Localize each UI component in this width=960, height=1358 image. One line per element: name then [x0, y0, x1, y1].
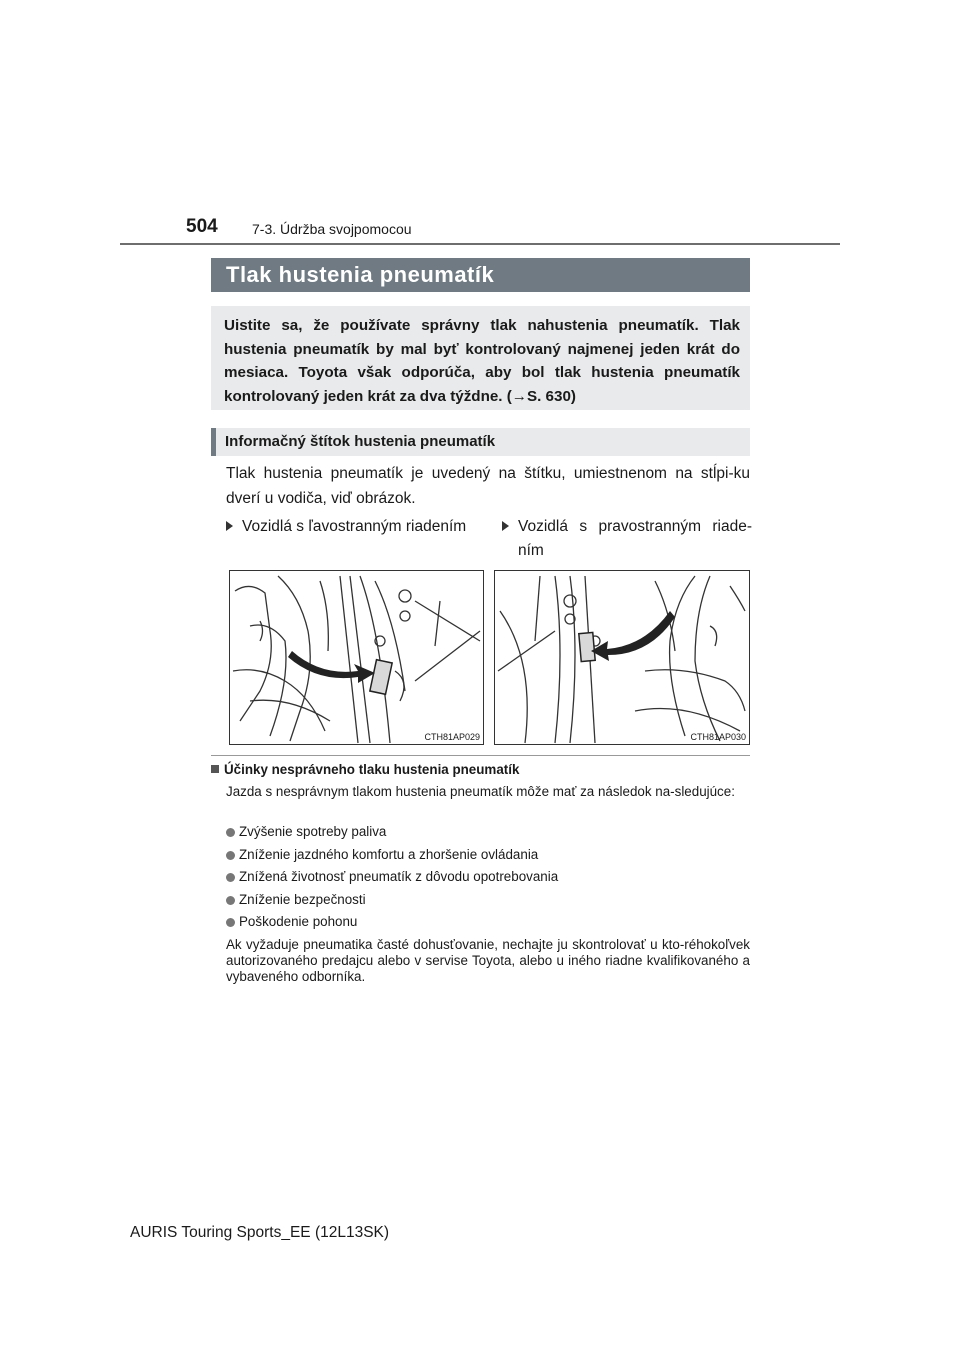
bullet-dot-icon — [226, 828, 235, 837]
footer-model: AURIS Touring Sports_EE (12L13SK) — [130, 1224, 390, 1241]
bullet-dot-icon — [226, 851, 235, 860]
vehicle-label-rhd — [502, 515, 752, 563]
list-item: Znížená životnosť pneumatík z dôvodu opotrebovania — [226, 869, 558, 885]
effects-intro: Jazda s nesprávnym tlakom hustenia pneumatík môže mať za následok na-sledujúce: — [226, 784, 735, 799]
page-number: 504 — [186, 216, 218, 237]
effects-heading-text: Účinky nesprávneho tlaku hustenia pneumatík — [224, 762, 520, 777]
triangle-bullet-icon — [226, 521, 233, 531]
door-pillar-illustration-lhd — [230, 571, 483, 744]
bullet-dot-icon — [226, 873, 235, 882]
square-bullet-icon — [211, 765, 219, 773]
figure-lhd-door-pillar — [229, 570, 484, 745]
section-title: Tlak hustenia pneumatík — [211, 258, 750, 292]
intro-text: Uistite sa, že používate správny tlak nahustenia pneumatík. Tlak hustenia pneumatík by mal byť kontrolovaný najmenej jeden krát do mesiaca. Toyota však odporúča, aby bol tlak hustenia pneumatík kontrolovaný jeden krát za dva týždne. (→S. 630) — [224, 317, 740, 405]
vehicle-label-text: Vozidlá s pravostranným riade-ním — [518, 518, 752, 559]
figure-rhd-door-pillar — [494, 570, 750, 745]
vehicle-label-text: Vozidlá s ľavostranným riadením — [242, 518, 467, 535]
subsection-title: Informačný štítok hustenia pneumatík — [211, 428, 750, 456]
effects-heading — [211, 762, 519, 778]
figure-code: CTH81AP030 — [690, 732, 746, 742]
header-divider — [120, 243, 840, 245]
figure-code: CTH81AP029 — [424, 732, 480, 742]
door-pillar-illustration-rhd — [495, 571, 749, 744]
bullet-dot-icon — [226, 918, 235, 927]
chapter-title: 7-3. Údržba svojpomocou — [252, 221, 412, 237]
vehicle-label-lhd — [226, 515, 486, 539]
bullet-dot-icon — [226, 896, 235, 905]
list-item: Zníženie jazdného komfortu a zhoršenie ovládania — [226, 847, 538, 863]
list-item: Zvýšenie spotreby paliva — [226, 824, 386, 840]
effects-note: Ak vyžaduje pneumatika časté dohusťovanie, nechajte ju skontrolovať u kto-réhokoľvek autorizovaného predajcu alebo v servise Toyota, alebo u iného riadne kvalifikovaného a vybaveného odborníka. — [226, 937, 750, 984]
triangle-bullet-icon — [502, 521, 509, 531]
list-item: Zníženie bezpečnosti — [226, 892, 366, 908]
list-item: Poškodenie pohonu — [226, 914, 357, 930]
section-divider — [211, 755, 750, 756]
body-text: Tlak hustenia pneumatík je uvedený na štítku, umiestnenom na stĺpi-ku dverí u vodiča, viď obrázok. — [226, 465, 750, 507]
intro-box — [211, 306, 750, 410]
